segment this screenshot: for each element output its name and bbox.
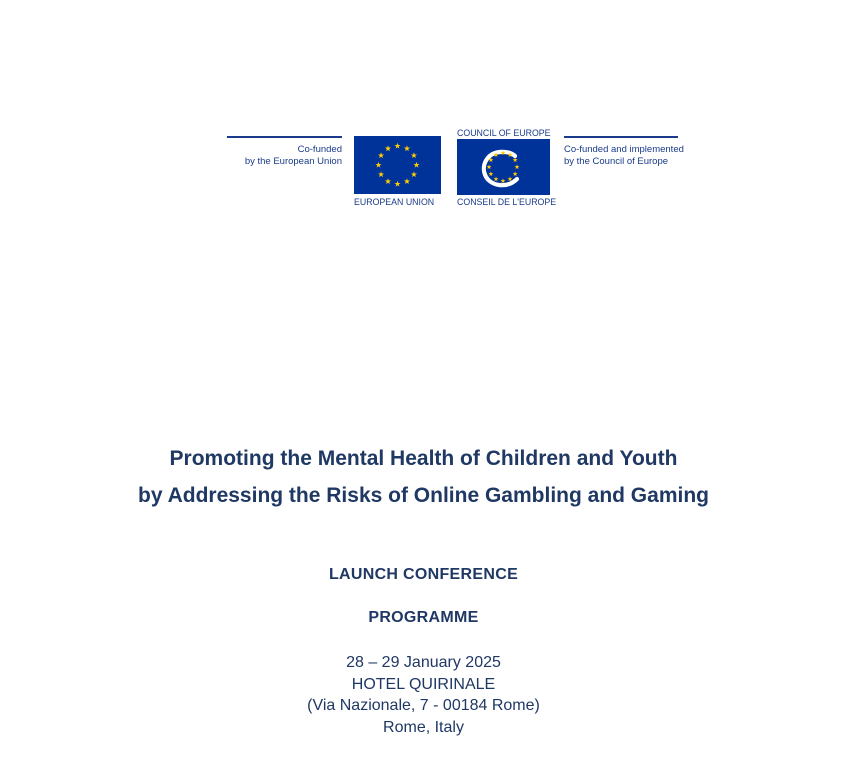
eu-star-icon (378, 152, 384, 158)
coe-flag-logo (457, 139, 550, 195)
eu-star-icon (411, 152, 417, 158)
coe-caption-rule (564, 136, 678, 138)
event-type-heading: LAUNCH CONFERENCE (328, 566, 519, 583)
coe-star-icon (494, 177, 499, 182)
coe-bottom-label: CONSEIL DE L'EUROPE (457, 197, 557, 207)
logo-band (0, 0, 847, 220)
coe-caption-line1: Co-funded and implemented (564, 144, 684, 155)
eu-star-icon (394, 181, 400, 187)
coe-star-icon (501, 178, 506, 183)
eu-caption-line1: Co-funded (297, 144, 342, 155)
title-line-2: by Addressing the Risks of Online Gambling and Gaming (138, 484, 709, 507)
coe-star-icon (515, 164, 520, 169)
eu-flag-logo (354, 136, 441, 194)
eu-star-icon (378, 171, 384, 177)
coe-caption (564, 144, 724, 168)
eu-star-icon (411, 171, 417, 177)
coe-top-label: COUNCIL OF EUROPE (457, 128, 551, 138)
event-venue: HOTEL QUIRINALE (351, 675, 496, 693)
event-address: (Via Nazionale, 7 - 00184 Rome) (307, 697, 540, 714)
event-city: Rome, Italy (383, 718, 464, 736)
title-line-1: Promoting the Mental Health of Children and Youth (169, 447, 678, 470)
eu-flag-label: EUROPEAN UNION (354, 197, 435, 207)
coe-star-icon (513, 157, 518, 162)
eu-star-icon (385, 145, 391, 151)
eu-caption (200, 144, 342, 168)
coe-star-icon (513, 171, 518, 176)
eu-stars-icon (354, 136, 441, 194)
coe-star-icon (488, 171, 493, 176)
coe-star-icon (487, 164, 492, 169)
eu-star-icon (394, 143, 400, 149)
eu-star-icon (385, 178, 391, 184)
coe-caption-line2: by the Council of Europe (564, 156, 669, 167)
eu-star-icon (375, 162, 381, 168)
eu-caption-rule (227, 136, 342, 138)
coe-e-curve (484, 152, 517, 185)
event-details (0, 652, 847, 738)
eu-star-icon (413, 162, 419, 168)
coe-emblem-icon (457, 139, 550, 195)
event-dates: 28 – 29 January 2025 (346, 654, 501, 671)
eu-star-icon (404, 145, 410, 151)
eu-star-icon (404, 178, 410, 184)
document-type-heading: PROGRAMME (368, 609, 479, 626)
eu-caption-line2: by the European Union (244, 156, 342, 167)
